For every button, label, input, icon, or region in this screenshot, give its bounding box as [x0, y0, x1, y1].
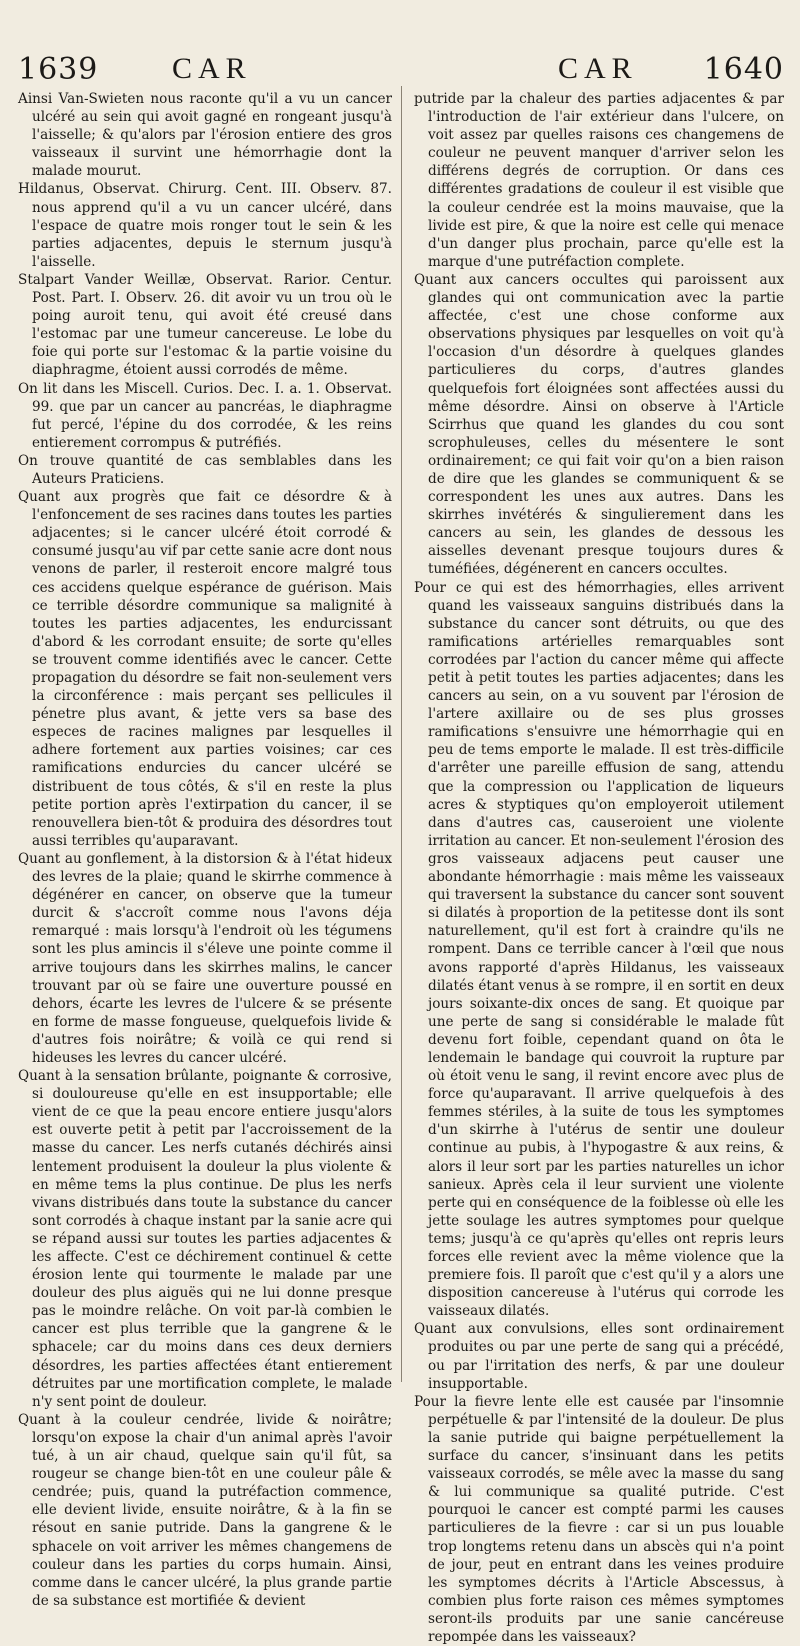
- paragraph: On lit dans les Miscell. Curios. Dec. I. a. 1. Observat. 99. que par un cancer au pancréas, le diaphragme fut percé, l'épine du dos corrodée, & les reins entierement corrompus & putréfiés.: [18, 380, 392, 451]
- right-column: [414, 90, 784, 1645]
- right-page-number: 1640: [703, 52, 784, 87]
- left-page-number: 1639: [18, 52, 99, 87]
- paragraph: On trouve quantité de cas semblables dans les Auteurs Praticiens.: [18, 452, 392, 487]
- paragraph: Quant aux cancers occultes qui paroissent aux glandes qui ont communication avec la partie affectée, c'est une chose conforme aux observations physiques par lesquelles on voit qu'à l'occasion d'un désordre à quelques glandes particulieres du corps, d'autres glandes quelquefois fort éloignées sont affectées aussi du même désordre. Ainsi on observe à l'Article Scirrhus que quand les glandes du cou sont scrophuleuses, celles du mésentere le sont ordinairement; ce qui fait voir qu'on a bien raison de dire que les glandes se communiquent & se correspondent les unes aux autres. Dans les skirrhes invétérés & singulierement dans les cancers au sein, les glandes de dessous les aisselles devenant presque toujours dures & tuméfiées, dégénerent en cancers occultes.: [414, 271, 784, 578]
- paragraph: Hildanus, Observat. Chirurg. Cent. III. Observ. 87. nous apprend qu'il a vu un cancer ulcéré, dans l'espace de quatre mois ronger tout le sein & les parties adjacentes, depuis le sternum jusqu'à l'aisselle.: [18, 181, 392, 270]
- paragraph: Quant au gonflement, à la distorsion & à l'état hideux des levres de la plaie; quand le skirrhe commence à dégénérer en cancer, on observe que la tumeur durcit & s'accroît comme nous l'avons déja remarqué : mais lorsqu'à l'endroit où les tégumens sont les plus amincis il s'éleve une pointe comme il arrive toujours dans les skirrhes malins, le cancer trouvant par où se faire une ouverture poussé en dehors, écarte les levres de l'ulcere & se présente en forme de masse fongueuse, quelquefois livide & d'autres fois noirâtre; & voilà ce qui rend si hideuses les levres du cancer ulcéré.: [18, 850, 392, 1066]
- column-divider: [401, 86, 402, 1382]
- paragraph: Quant aux progrès que fait ce désordre & à l'enfoncement de ses racines dans toutes les parties adjacentes; si le cancer ulcéré étoit corrodé & consumé jusqu'au vif par cette sanie acre dont nous venons de parler, il resteroit encore malgré tous ces accidens quelque espérance de guérison. Mais ce terrible désordre communique sa malignité à toutes les parties adjacentes, les endurcissant d'abord & les corrodant ensuite; de sorte qu'elles se trouvent comme identifiés avec le cancer. Cette propagation du désordre se fait non-seulement vers la circonférence : mais perçant ses pellicules il pénetre plus avant, & jette vers sa base des especes de racines malignes par lesquelles il adhere fortement aux parties voisines; car ces ramifications endurcies du cancer ulcéré se distribuent de tous côtés, & s'il en reste la plus petite portion après l'extirpation du cancer, il se renouvellera bien-tôt & produira des désordres tout aussi terribles qu'auparavant.: [18, 489, 392, 849]
- right-running-head: CAR: [558, 52, 638, 85]
- paragraph: Pour ce qui est des hémorrhagies, elles arrivent quand les vaisseaux sanguins distribués dans la substance du cancer sont détruits, ou que des ramifications artérielles remarquables sont corrodées par l'action du cancer même qui affecte petit à petit toutes les parties adjacentes; dans les cancers au sein, on a vu souvent par l'érosion de l'artere axillaire ou de ses plus grosses ramifications s'ensuivre une hémorrhagie qui en peu de tems emporte le malade. Il est très-difficile d'arrêter une pareille effusion de sang, attendu que la compression ou l'application de liqueurs acres & styptiques qu'on employeroit utilement dans d'autres cas, causeroient une violente irritation au cancer. Et non-seulement l'érosion des gros vaisseaux adjacens peut causer une abondante hémorrhagie : mais même les vaisseaux qui traversent la substance du cancer sont souvent si dilatés à proportion de la petitesse dont ils sont naturellement, qu'il est fort à craindre qu'ils ne rompent. Dans ce terrible cancer à l'œil que nous avons rapporté d'après Hildanus, les vaisseaux dilatés étant venus à se rompre, il en sortit en deux jours soixante-dix onces de sang. Et quoique par une perte de sang si considérable le malade fût devenu fort foible, cependant quand on ôta le lendemain le bandage qui couvroit la rupture par où étoit venu le sang, il revint encore avec plus de force qu'auparavant. Il arrive quelquefois à des femmes stériles, à la suite de tous les symptomes d'un skirrhe à l'utérus de sentir une douleur continue au pubis, à l'hypogastre & aux reins, & alors il leur sort par les parties naturelles un ichor sanieux. Après cela il leur survient une violente perte qui en conséquence de la foiblesse où elle les jette soulage les autres symptomes pour quelque tems; jusqu'à ce qu'après qu'elles ont repris leurs forces elle revient avec la même violence que la premiere fois. Il paroît que c'est qu'il y a alors une disposition cancereuse à l'utérus qui corrode les vaisseaux dilatés.: [414, 579, 784, 1320]
- paragraph: Pour la fievre lente elle est causée par l'insomnie perpétuelle & par l'intensité de la douleur. De plus la sanie putride qui baigne perpétuellement la surface du cancer, s'insinuant dans les petits vaisseaux corrodés, se mêle avec la masse du sang & lui communique sa qualité putride. C'est pourquoi le cancer est compté parmi les causes particulieres de la fievre : car si un pus louable trop longtems retenu dans un abscès qui n'a point de jour, peut en entrant dans les veines produire les symptomes décrits à l'Article Abscessus, à combien plus forte raison ces mêmes symptomes seront-ils produits par une sanie cancéreuse repompée dans les vaisseaux?: [414, 1393, 784, 1645]
- left-column: [18, 90, 392, 1609]
- paragraph: Ainsi Van-Swieten nous raconte qu'il a vu un cancer ulcéré au sein qui avoit gagné en rongeant jusqu'à l'aisselle; & qu'alors par l'érosion entiere des gros vaisseaux il survint une hémorrhagie dont la malade mourut.: [18, 91, 392, 180]
- paragraph: Quant aux convulsions, elles sont ordinairement produites ou par une perte de sang qui a précédé, ou par l'irritation des nerfs, & par une douleur insupportable.: [414, 1321, 784, 1392]
- paragraph: putride par la chaleur des parties adjacentes & par l'introduction de l'air extérieur dans l'ulcere, on voit assez par quelles raisons ces changemens de couleur ne peuvent manquer d'arriver selon les différens degrés de corruption. Or dans ces différentes gradations de couleur il est visible que la couleur cendrée est la moins mauvaise, que la livide est pire, & que la noire est celle qui menace d'un danger plus prochain, parce qu'elle est la marque d'une putréfaction complete.: [414, 91, 784, 270]
- paragraph: Quant à la couleur cendrée, livide & noirâtre; lorsqu'on expose la chair d'un animal après l'avoir tué, à un air chaud, quelque sain qu'il fût, sa rougeur se change bien-tôt en une couleur pâle & cendrée; puis, quand la putréfaction commence, elle devient livide, ensuite noirâtre, & à la fin se résout en sanie putride. Dans la gangrene & le sphacele on voit arriver les mêmes changemens de couleur dans les parties du corps humain. Ainsi, comme dans le cancer ulcéré, la plus grande partie de sa substance est mortifiée & devient: [18, 1411, 392, 1609]
- paragraph: Stalpart Vander Weillæ, Observat. Rarior. Centur. Post. Part. I. Observ. 26. dit avoir vu un trou où le poing auroit tenu, qui avoit été creusé dans l'estomac par une tumeur cancereuse. Le lobe du foie qui porte sur l'estomac & la partie voisine du diaphragme, étoient aussi corrodés de même.: [18, 271, 392, 379]
- left-running-head: CAR: [172, 52, 252, 85]
- page-header: [0, 48, 800, 88]
- paragraph: Quant à la sensation brûlante, poignante & corrosive, si douloureuse qu'elle en est insupportable; elle vient de ce que la peau encore entiere jusqu'alors est ouverte petit à petit par l'accroissement de la masse du cancer. Les nerfs cutanés déchirés ainsi lentement produisent la douleur la plus violente & en même tems la plus continue. De plus les nerfs vivans distribués dans toute la substance du cancer sont corrodés à chaque instant par la sanie acre qui se répand aussi sur toutes les parties adjacentes & les affecte. C'est ce déchirement continuel & cette érosion lente qui tourmente le malade par une douleur des plus aiguës qui ne lui donne presque pas le moindre relâche. On voit par-là combien le cancer est plus terrible que la gangrene & le sphacele; car du moins dans ces deux derniers désordres, les parties affectées étant entierement détruites par une mortification complete, le malade n'y sent point de douleur.: [18, 1068, 392, 1410]
